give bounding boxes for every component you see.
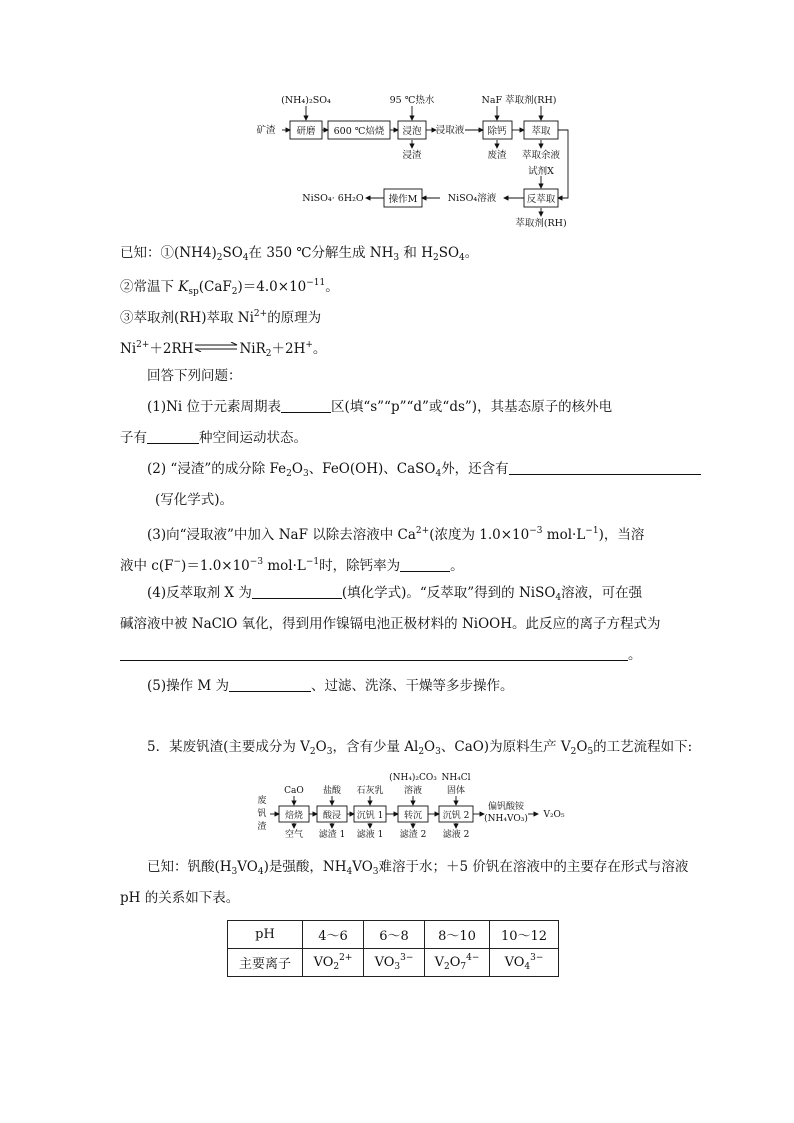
questions-intro: 回答下列问题： — [147, 368, 242, 384]
label-naf-extractant: NaF 萃取剂(RH) — [481, 95, 557, 106]
label-nh4cl: NH₄Cl — [441, 773, 471, 783]
box-acid-leach: 酸浸 — [322, 811, 342, 821]
answer-blank-5[interactable] — [229, 677, 311, 692]
table-cell: $VO_4^{3-}$ — [490, 949, 559, 977]
table-cell: $V_2O_7^{4-}$ — [425, 949, 490, 977]
label-filter-residue2: 滤渣 2 — [399, 830, 427, 838]
problem-5-known-cont: pH 的关系如下表。 — [120, 890, 240, 906]
box-roast-2: 焙烧 — [284, 811, 304, 821]
table-cell: 8～10 — [425, 921, 490, 949]
box-grind: 研磨 — [296, 126, 316, 137]
label-waste: 废 — [257, 796, 267, 806]
question-4-answer-line: 。 — [120, 645, 680, 665]
label-cao: CaO — [284, 786, 304, 796]
label-product: NiSO₄· 6H₂O — [302, 193, 364, 204]
box-precip2: 沉钒 2 — [442, 811, 470, 821]
table-header-ion: 主要离子 — [228, 949, 303, 977]
vanadium-process-flowchart — [250, 768, 590, 838]
table-row — [228, 921, 559, 949]
table-cell: 10～12 — [490, 921, 559, 949]
box-remove-ca: 除钙 — [487, 126, 507, 137]
table-cell: $VO_2^{2+}$ — [303, 949, 364, 977]
known-2: ②常温下 $K_{sp}(CaF_2)=4.0\times 10^{-11}$。 — [120, 278, 339, 297]
question-4-cont: 碱溶液中被 NaClO 氧化，得到用作镍镉电池正极材料的 NiOOH。此反应的离子方程式为 — [120, 616, 661, 632]
label-v2o5: V₂O₅ — [543, 810, 565, 820]
box-soak: 浸泡 — [402, 126, 422, 137]
label-nh4co3: (NH₄)₂CO₃ — [389, 773, 437, 783]
table-cell: 4～6 — [303, 921, 364, 949]
answer-blank-4a[interactable] — [252, 584, 342, 599]
known-3: ③萃取剂(RH)萃取 $Ni^{2+}$的原理为 — [120, 309, 322, 326]
label-nh4vo3: (NH₄VO₃) — [484, 814, 528, 824]
label-leach-liquid: 浸取液 — [435, 125, 465, 136]
question-3: (3)向“浸取液”中加入 NaF 以除去溶液中 $Ca^{2+}$(浓度为 $1.0\times 10^{-3}$ $mol\cdot L^{-1}$)，当溶 — [147, 526, 645, 543]
box-roast: 600 ℃焙烧 — [333, 126, 385, 137]
table-cell: $VO_3^{3-}$ — [364, 949, 425, 977]
label-hot-water: 95 ℃热水 — [389, 95, 435, 106]
label-raffinate: 萃取余液 — [521, 150, 561, 161]
label-residue: 渣 — [257, 822, 267, 832]
box-precip1: 沉钒 1 — [356, 811, 384, 821]
question-3-cont: 液中 $c(F^-)=1.0\times 10^{-3}$ $mol\cdot L^{-1}$时，除钙率为 。 — [120, 557, 464, 574]
box-operation-m: 操作M — [388, 194, 418, 205]
label-niso4-solution: NiSO₄溶液 — [447, 193, 497, 204]
label-leach-residue: 浸渣 — [402, 150, 422, 161]
equilibrium-equation: $Ni^{2+}+2RH$ NiR$_2$＋2H+。 — [120, 340, 327, 359]
label-nh4so4: (NH₄)₂SO₄ — [281, 95, 331, 106]
label-reagent-x: 试剂X — [528, 166, 554, 177]
question-2-note: (写化学式)。 — [155, 492, 234, 508]
label-ore: 矿渣 — [256, 125, 276, 136]
label-extractant-out: 萃取剂(RH) — [515, 218, 567, 229]
nickel-process-flowchart — [250, 92, 590, 232]
label-lime: 石灰乳 — [356, 786, 384, 796]
table-row — [228, 949, 559, 977]
label-solid: 固体 — [446, 786, 466, 796]
label-filtrate1: 滤液 1 — [356, 830, 384, 838]
question-4: (4)反萃取剂 X 为 (填化学式)。“反萃取”得到的 NiSO$_4$溶液，可在强 — [147, 585, 643, 603]
box-convert: 转沉 — [403, 811, 423, 821]
label-vanadium: 钒 — [257, 809, 267, 819]
box-extract: 萃取 — [531, 126, 551, 137]
question-5: (5)操作 M 为 、过滤、洗涤、干燥等多步操作。 — [147, 678, 514, 694]
answer-blank-1b[interactable] — [147, 429, 199, 444]
problem-5-known: 已知：钒酸$(H_3VO_4)$是强酸，$NH_4VO_3$难溶于水；＋5 价钒在溶液中的主要存在形式与溶液 — [147, 859, 689, 877]
table-header-ph: pH — [228, 921, 303, 949]
label-ammonium-metavanadate: 偏钒酸铵 — [487, 802, 525, 812]
table-cell: 6～8 — [364, 921, 425, 949]
label-waste-residue: 废渣 — [487, 150, 507, 161]
label-hcl: 盐酸 — [322, 786, 342, 796]
question-1-cont: 子有 种空间运动状态。 — [120, 430, 307, 446]
label-filtrate2: 滤液 2 — [442, 830, 470, 838]
box-back-extract: 反萃取 — [526, 194, 556, 205]
label-air: 空气 — [284, 830, 304, 838]
question-2: (2) “浸渣”的成分除 $Fe_2O_3$、FeO(OH)、CaSO$_4$外，还含有 — [147, 459, 707, 484]
label-solution: 溶液 — [403, 786, 423, 796]
problem-5-stem: 5．某废钒渣(主要成分为 $V_2O_3$，含有少量 $Al_2O_3$、CaO)为原料生产 $V_2O_5$的工艺流程如下: — [147, 739, 693, 757]
answer-blank-4b[interactable] — [120, 646, 628, 661]
answer-blank-1a[interactable] — [281, 398, 331, 413]
question-1: (1)Ni 位于元素周期表 区(填“s”“p”“d”或“ds”)，其基态原子的核外电 — [147, 399, 613, 415]
label-filter-residue1: 滤渣 1 — [318, 830, 346, 838]
answer-blank-2[interactable] — [509, 460, 701, 475]
known-1: 已知：$①(NH4)_2SO_4$在 350 ℃分解生成 $NH_3$ 和 $H_2SO_4$。 — [120, 245, 479, 263]
answer-blank-3[interactable] — [400, 557, 450, 572]
equilibrium-arrow-icon — [193, 342, 239, 352]
ph-ion-table — [227, 920, 559, 977]
